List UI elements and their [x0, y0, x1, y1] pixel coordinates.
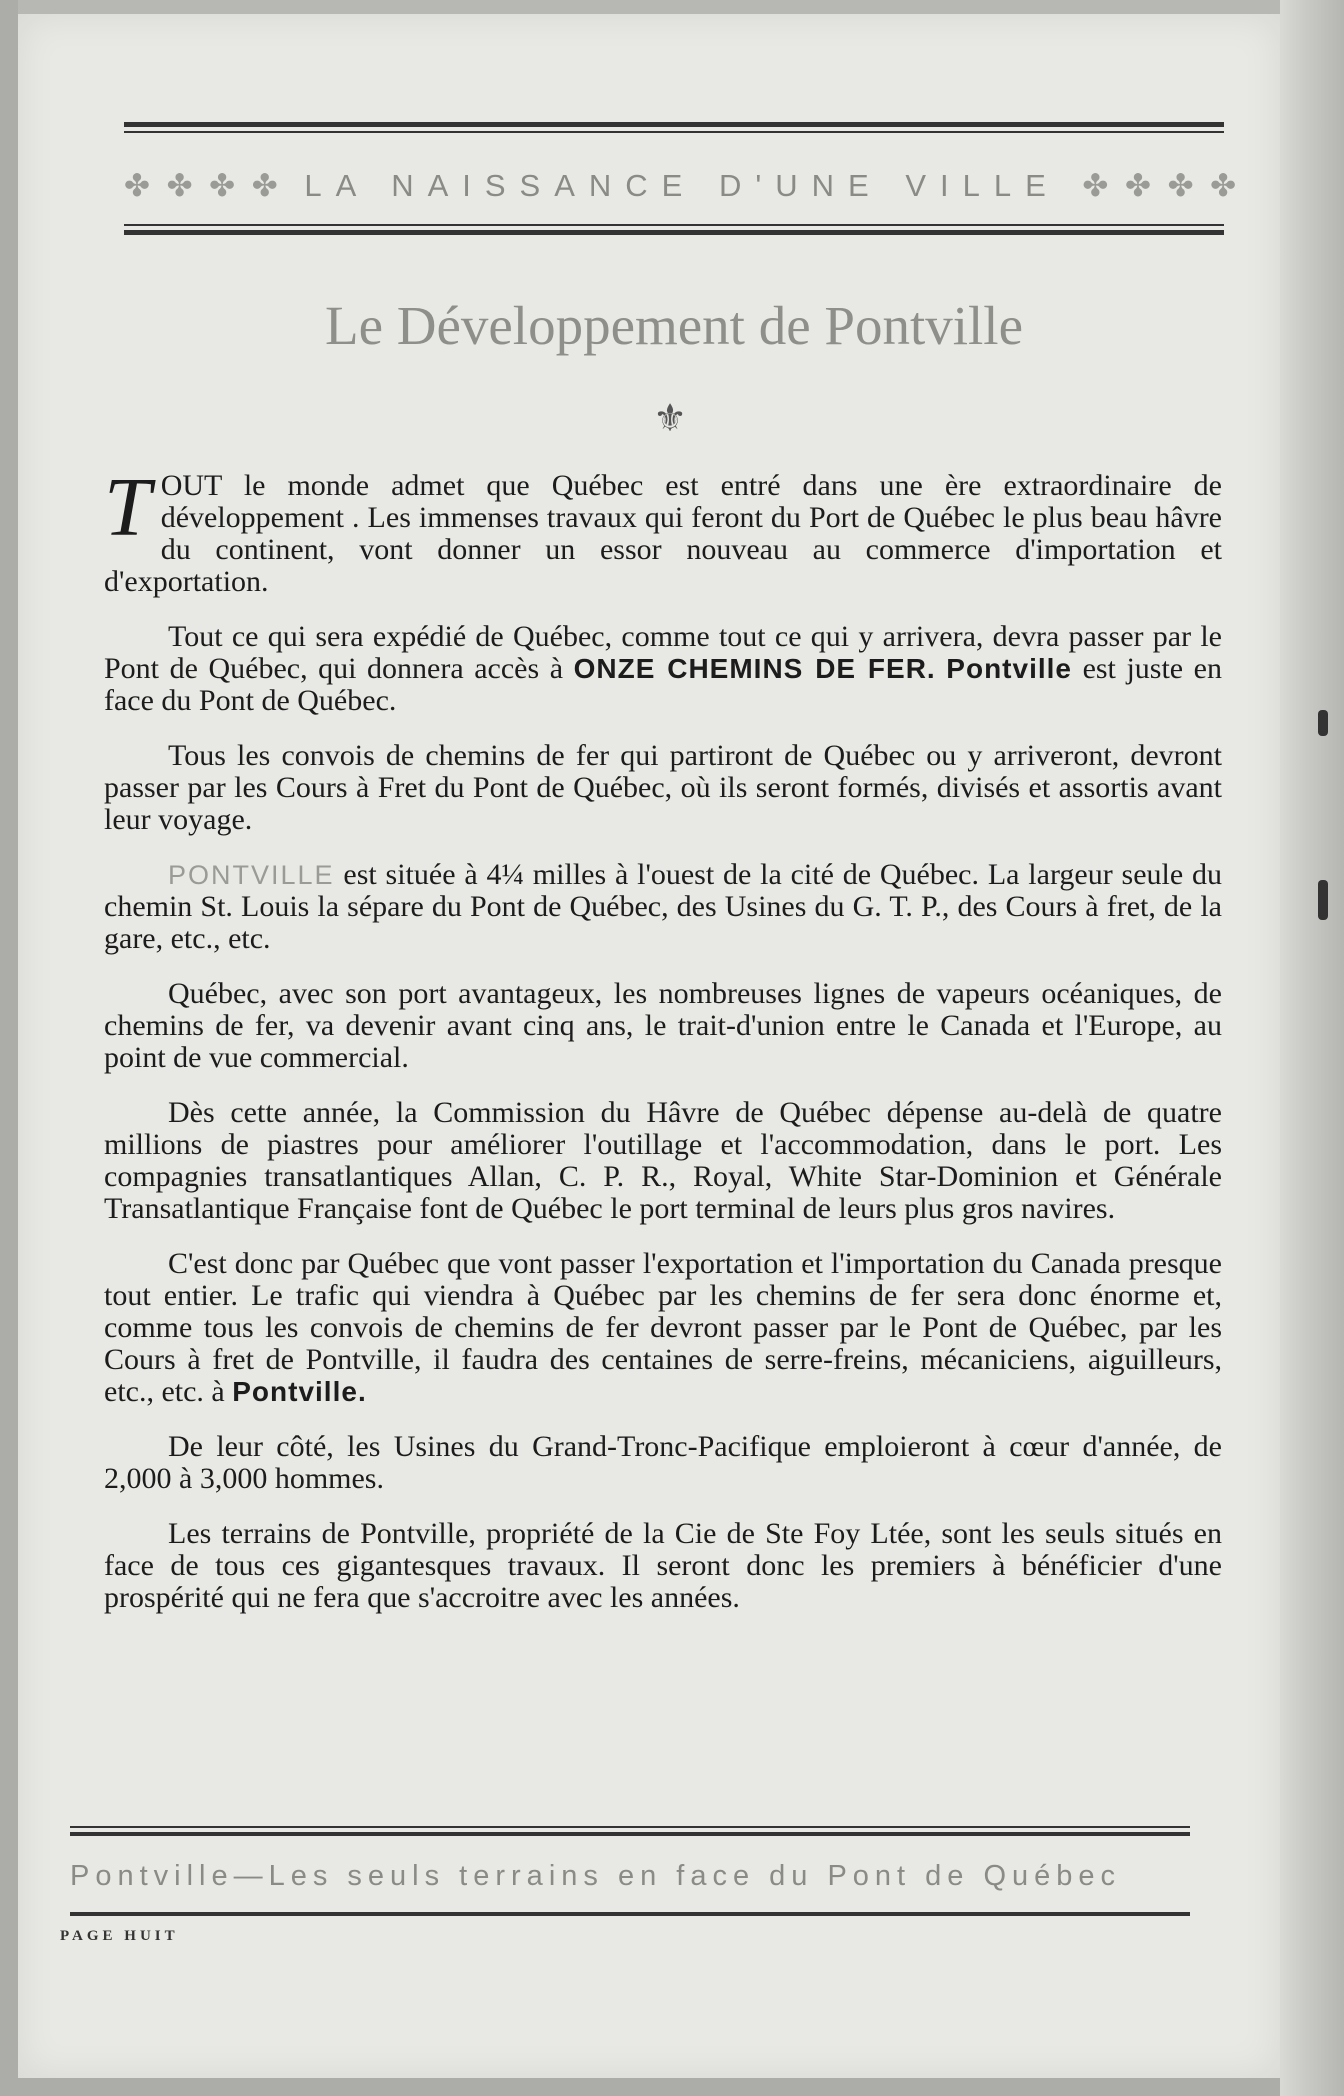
- paragraph-9: Les terrains de Pontville, propriété de la Cie de Ste Foy Ltée, sont les seuls situés en face de tous ces gigantesques travaux. Il seront donc les premiers à bénéficier d'une prospérité qui ne fera que s'accroitre avec les années.: [104, 1517, 1222, 1614]
- footer-rule-top-thin: [70, 1826, 1190, 1828]
- header-ornament-left: ✤ ✤ ✤ ✤: [124, 168, 282, 203]
- paragraph-4-text: est située à 4¼ milles à l'ouest de la cité de Québec. La largeur seule du chemin St. Louis la sépare du Pont de Québec, des Usines du G. T. P., des Cours à fret, de la gare, etc., etc.: [104, 858, 1222, 955]
- header-rule-top-thin: [124, 131, 1224, 133]
- paragraph-6: Dès cette année, la Commission du Hâvre de Québec dépense au-delà de quatre millions de piastres pour améliorer l'outillage et l'accommodation, dans le port. Les compagnies transatlantiques Allan, C. P. R., Royal, White Star-Dominion et Générale Transatlantique Française font de Québec le port terminal de leurs plus gros navires.: [104, 1096, 1222, 1225]
- paragraph-4: [104, 859, 1222, 955]
- header-rule-bottom-thin: [124, 224, 1224, 226]
- paragraph-8: De leur côté, les Usines du Grand-Tronc-Pacifique emploieront à cœur d'année, de 2,000 à 3,000 hommes.: [104, 1430, 1222, 1495]
- paragraph-7: [104, 1248, 1222, 1408]
- paragraph-2-text-a: Tout ce qui sera expédié de Québec, comme tout ce qui y arrivera, devra passer par le Pont de Québec, qui donnera accès à: [104, 620, 1222, 685]
- paragraph-2-text-b: est juste en face du Pont de Québec.: [104, 652, 1222, 717]
- paragraph-7-text: C'est donc par Québec que vont passer l'exportation et l'importation du Canada presque tout entier. Le trafic qui viendra à Québec par les chemins de fer sera donc énorme et, comme tous les convois de chemins de fer devront passer par le Pont de Québec, par les Cours à fret de Pontville, il faudra des centaines de serre-freins, mécaniciens, aiguilleurs, etc., etc. à: [104, 1247, 1222, 1408]
- binding-mark: [1318, 710, 1328, 736]
- header-rule-bottom-thick: [124, 230, 1224, 235]
- scan-top-edge: [18, 0, 1344, 14]
- paragraph-5: Québec, avec son port avantageux, les nombreuses lignes de vapeurs océaniques, de chemins de fer, va devenir avant cinq ans, le trait-d'union entre le Canada et l'Europe, au point de vue commercial.: [104, 977, 1222, 1074]
- article-body: [104, 461, 1222, 1637]
- fleur-de-lis-icon: ⚜: [652, 398, 688, 440]
- header-ornament-right: ✤ ✤ ✤ ✤: [1082, 168, 1241, 203]
- page-title: Le Développement de Pontville: [324, 295, 1023, 356]
- page-number: PAGE HUIT: [60, 1928, 179, 1944]
- paragraph-3: Tous les convois de chemins de fer qui partiront de Québec ou y arriveront, devront passer par les Cours à Fret du Pont de Québec, où ils seront formés, divisés et assortis avant leur voyage.: [104, 739, 1222, 836]
- drop-cap: T: [104, 461, 151, 554]
- paragraph-2: [104, 621, 1222, 717]
- pontville-caps: PONTVILLE: [168, 860, 335, 890]
- header-title: LA NAISSANCE D'UNE VILLE: [304, 168, 1060, 203]
- emphasis-onze-chemins: ONZE CHEMINS DE FER.: [573, 653, 936, 684]
- paragraph-1: [104, 461, 1222, 598]
- emphasis-pontville: Pontville: [946, 653, 1072, 684]
- emphasis-pontville-end: Pontville.: [232, 1376, 367, 1407]
- binding-mark: [1318, 880, 1328, 920]
- footer-rule-top-thick: [70, 1832, 1190, 1836]
- paragraph-2-space: [936, 652, 947, 685]
- header-rule-top-thick: [124, 122, 1224, 127]
- running-header: [124, 168, 1241, 204]
- paragraph-1-text: OUT le monde admet que Québec est entré dans une ère extraordinaire de développement . Les immenses travaux qui feront du Port de Québec le plus beau hâvre du continent, vont donner un essor nouveau au commerce d'importation et d'exportation.: [104, 469, 1222, 598]
- binding-edge: [1280, 0, 1344, 2096]
- footer-rule-bottom-thick: [70, 1912, 1190, 1916]
- footer-slogan: Pontville—Les seuls terrains en face du Pont de Québec: [70, 1860, 1122, 1892]
